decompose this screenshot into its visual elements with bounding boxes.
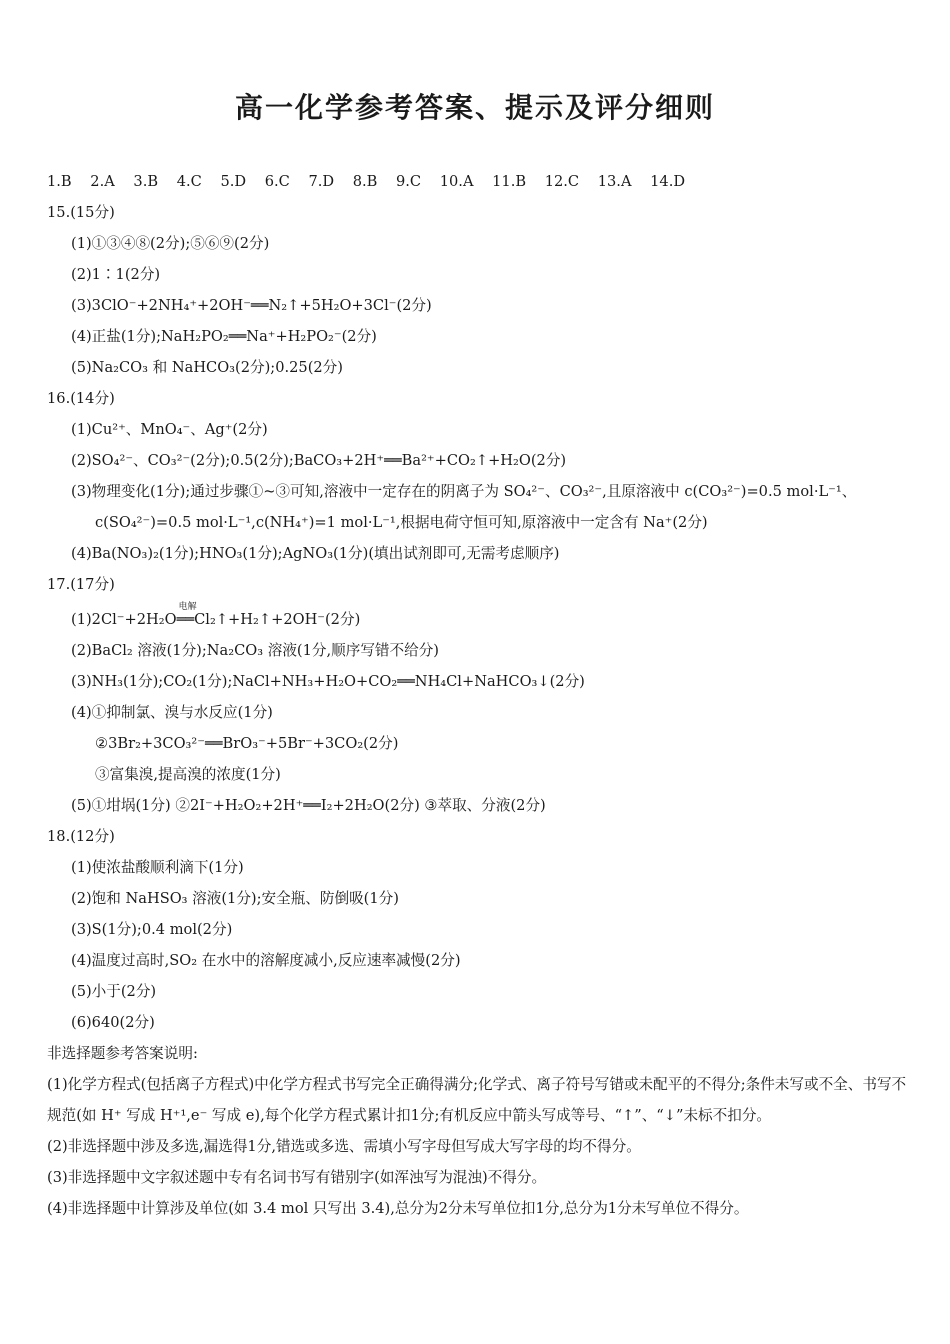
q18-part1: (1)使浓盐酸顺利滴下(1分) — [71, 859, 244, 876]
q16-part1: (1)Cu²⁺、MnO₄⁻、Ag⁺(2分) — [71, 421, 268, 438]
q18-part4: (4)温度过高时,SO₂ 在水中的溶解度减小,反应速率减慢(2分) — [71, 952, 461, 969]
q17-part4-sub3: ③富集溴,提高溴的浓度(1分) — [95, 766, 281, 783]
q15-part2: (2)1∶1(2分) — [71, 266, 161, 283]
mcq-answer: 3.B — [133, 173, 159, 190]
question-18-heading: 18.(12分) — [47, 828, 115, 845]
mcq-answer: 13.A — [597, 173, 632, 190]
note-3: (3)非选择题中文字叙述题中专有名词书写有错别字(如浑浊写为混浊)不得分。 — [47, 1169, 547, 1186]
mcq-answer: 5.D — [220, 173, 247, 190]
q15-part4: (4)正盐(1分);NaH₂PO₂══Na⁺+H₂PO₂⁻(2分) — [71, 328, 377, 345]
q15-part1: (1)①③④⑧(2分);⑤⑥⑨(2分) — [71, 235, 270, 252]
q18-part6: (6)640(2分) — [71, 1014, 155, 1031]
mcq-answers — [47, 166, 917, 197]
page-title: 高一化学参考答案、提示及评分细则 — [234, 91, 715, 124]
mcq-answer: 9.C — [396, 173, 422, 190]
q17-part5: (5)①坩埚(1分) ②2I⁻+H₂O₂+2H⁺══I₂+2H₂O(2分) ③萃取、分液(2分) — [71, 797, 546, 814]
q16-part2: (2)SO₄²⁻、CO₃²⁻(2分);0.5(2分);BaCO₃+2H⁺══Ba²⁺+CO₂↑+H₂O(2分) — [71, 452, 567, 469]
q18-part2: (2)饱和 NaHSO₃ 溶液(1分);安全瓶、防倒吸(1分) — [71, 890, 399, 907]
mcq-answer: 7.D — [308, 173, 335, 190]
mcq-answer: 8.B — [352, 173, 378, 190]
q17-part4: (4)①抑制氯、溴与水反应(1分) — [71, 704, 273, 721]
note-1: (1)化学方程式(包括离子方程式)中化学方程式书写完全正确得满分;化学式、离子符号写错或未配平的不得分;条件未写或不全、书写不规范(如 H⁺ 写成 H⁺¹,e⁻ 写成 e),每个化学方程式累计扣1分;有机反应中箭头写成等号、“↑”、“↓”未标不扣分。 — [47, 1076, 907, 1124]
question-15-heading: 15.(15分) — [47, 204, 115, 221]
mcq-answer: 6.C — [264, 173, 290, 190]
electrolysis-condition — [177, 604, 195, 635]
mcq-answer: 14.D — [650, 173, 686, 190]
answer-content — [47, 166, 917, 1224]
q17-part1 — [47, 604, 917, 635]
note-4: (4)非选择题中计算涉及单位(如 3.4 mol 只写出 3.4),总分为2分未写单位扣1分,总分为1分未写单位不得分。 — [47, 1200, 749, 1217]
q17-part4-sub2: ②3Br₂+3CO₃²⁻══BrO₃⁻+5Br⁻+3CO₂(2分) — [95, 735, 399, 752]
q18-part3: (3)S(1分);0.4 mol(2分) — [71, 921, 233, 938]
q17-part1-products: Cl₂↑+H₂↑+2OH⁻(2分) — [194, 611, 361, 628]
mcq-answer: 11.B — [492, 173, 527, 190]
mcq-answer: 4.C — [176, 173, 202, 190]
q16-part3-line2: c(SO₄²⁻)=0.5 mol·L⁻¹,c(NH₄⁺)=1 mol·L⁻¹,根据电荷守恒可知,原溶液中一定含有 Na⁺(2分) — [95, 514, 708, 531]
mcq-answer: 12.C — [544, 173, 580, 190]
condition-label: 电解 — [178, 602, 197, 612]
q16-part4: (4)Ba(NO₃)₂(1分);HNO₃(1分);AgNO₃(1分)(填出试剂即可,无需考虑顺序) — [71, 545, 560, 562]
q17-part1-reactants: (1)2Cl⁻+2H₂O — [71, 611, 177, 628]
note-2: (2)非选择题中涉及多选,漏选得1分,错选或多选、需填小写字母但写成大写字母的均不得分。 — [47, 1138, 641, 1155]
mcq-answer: 2.A — [90, 173, 115, 190]
question-17-heading: 17.(17分) — [47, 576, 115, 593]
question-16-heading: 16.(14分) — [47, 390, 115, 407]
q18-part5: (5)小于(2分) — [71, 983, 157, 1000]
reaction-arrow: ══ — [176, 611, 195, 628]
mcq-answer: 1.B — [47, 173, 72, 190]
q15-part5: (5)Na₂CO₃ 和 NaHCO₃(2分);0.25(2分) — [71, 359, 343, 376]
q17-part3: (3)NH₃(1分);CO₂(1分);NaCl+NH₃+H₂O+CO₂══NH₄Cl+NaHCO₃↓(2分) — [71, 673, 585, 690]
q15-part3: (3)3ClO⁻+2NH₄⁺+2OH⁻══N₂↑+5H₂O+3Cl⁻(2分) — [71, 297, 432, 314]
q17-part2: (2)BaCl₂ 溶液(1分);Na₂CO₃ 溶液(1分,顺序写错不给分) — [71, 642, 439, 659]
q16-part3-line1: (3)物理变化(1分);通过步骤①~③可知,溶液中一定存在的阴离子为 SO₄²⁻、CO₃²⁻,且原溶液中 c(CO₃²⁻)=0.5 mol·L⁻¹、 — [71, 483, 857, 500]
notes-heading: 非选择题参考答案说明: — [47, 1045, 198, 1062]
mcq-answer: 10.A — [439, 173, 474, 190]
